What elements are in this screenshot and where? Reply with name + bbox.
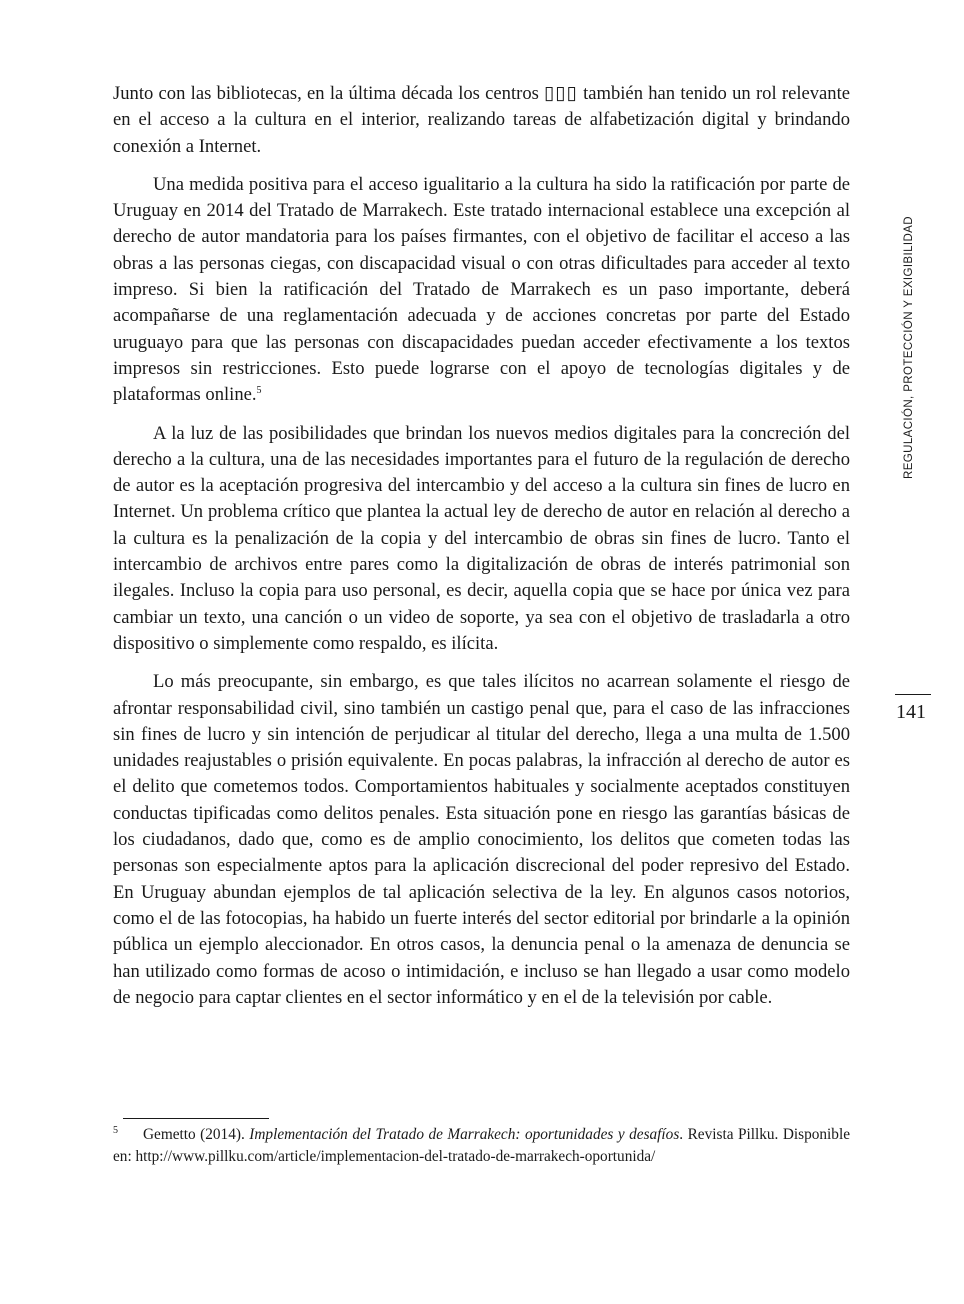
paragraph-3: [113, 421, 850, 658]
missing-glyph-placeholder: ▯▯▯: [544, 83, 578, 104]
paragraph-4-text: Lo más preocupante, sin embargo, es que tales ilícitos no acarrean solamente el riesgo de afrontar responsabilidad civil, sino también un castigo penal que, para el caso de las infracciones sin fines de lucro y sin intención de perjudicar al titular del derecho, llega a una multa de 1.500 unidades reajustables o prisión equivalente. En pocas palabras, la infracción al derecho de autor es el delito que cometemos todos. Comportamientos habituales y socialmente aceptados constituyen conductas tipificadas como delitos penales. Esta situación pone en riesgo las garantías básicas de los ciudadanos, dado que, como es de amplio conocimiento, los delitos que cometen todas las personas son especialmente aptos para la aplicación discrecional del poder represivo del Estado. En Uruguay abundan ejemplos de tal aplicación selectiva de la ley. En algunos casos notorios, como el de las fotocopias, ha habido un fuerte interés del sector editorial por brindarle a la opinión pública un ejemplo aleccionador. En otros casos, la denuncia penal o la amenaza de denuncia se han utilizado como formas de acoso o intimidación, e incluso se han llegado a usar como modelo de negocio para captar clientes en el sector informático y en el de la televisión por cable.: [113, 671, 850, 1008]
paragraph-4: [113, 669, 850, 1011]
paragraph-1-text-before: Junto con las bibliotecas, en la última década los centros: [113, 83, 545, 104]
main-text: [113, 81, 850, 1023]
section-side-label: REGULACIÓN, PROTECCIÓN Y EXIGIBILIDAD: [903, 216, 915, 479]
page-number-rule: [895, 694, 931, 695]
paragraph-3-text: A la luz de las posibilidades que brindan los nuevos medios digitales para la concreción del derecho a la cultura, una de las necesidades importantes para el futuro de la regulación de derecho de autor es la aceptación progresiva del intercambio y del acceso a la cultura sin fines de lucro en Internet. Un problema crítico que plantea la actual ley de derecho de autor en relación al derecho a la cultura es la penalización de la copia y del intercambio de obras sin fines de lucro. Tanto el intercambio de archivos entre pares como la digitalización de obras de interés patrimonial son ilegales. Incluso la copia para uso personal, es decir, aquella copia que se hace por única vez para cambiar un texto, una canción o un video de soporte, ya sea con el objetivo de trasladarla a otro dispositivo o simplemente como respaldo, es ilícita.: [113, 422, 850, 654]
paragraph-2-text: Una medida positiva para el acceso igualitario a la cultura ha sido la ratificación por parte de Uruguay en 2014 del Tratado de Marrakech. Este tratado internacional establece una excepción al derecho de autor mandatoria para los países firmantes, con el objetivo de facilitar el acceso a las obras a las personas ciegas, con discapacidad visual o con otras dificultades para acceder al texto impreso. Si bien la ratificación del Tratado de Marrakech es un paso importante, deberá acompañarse de una reglamentación adecuada y de acciones concretas por parte del Estado uruguayo para que las personas con discapacidades puedan acceder efectivamente a los textos impresos sin restricciones. Esto puede lograrse con el apoyo de tecnologías digitales y de plataformas online.: [113, 173, 850, 406]
paragraph-2: [113, 172, 850, 409]
paragraph-1-text-after: también han tenido un rol relevante en el acceso a la cultura en el interior, realizando tareas de alfabetización digital y brindando conexión a Internet.: [113, 83, 851, 157]
footnote-separator: [123, 1118, 269, 1119]
paragraph-1: [113, 81, 850, 160]
page-number: 141: [896, 701, 926, 723]
footnote: 5 Gemetto (2014). Implementación del Tratado de Marrakech: oportunidades y desafíos. Revista Pillku. Disponible en: http://www.pillku.com/article/implementacion-del-tratado-de-marrakech-oportunida/: [113, 1124, 850, 1165]
footnote-text-before: Gemetto (2014).: [143, 1126, 250, 1143]
footnote-reference[interactable]: 5: [256, 385, 262, 397]
footnote-text-after: . Revista Pillku. Disponible en: http://www.pillku.com/article/implementacion-del-tratado-de-marrakech-oportunida/: [113, 1126, 850, 1165]
footnote-title: Implementación del Tratado de Marrakech: oportunidades y desafíos: [249, 1126, 680, 1143]
